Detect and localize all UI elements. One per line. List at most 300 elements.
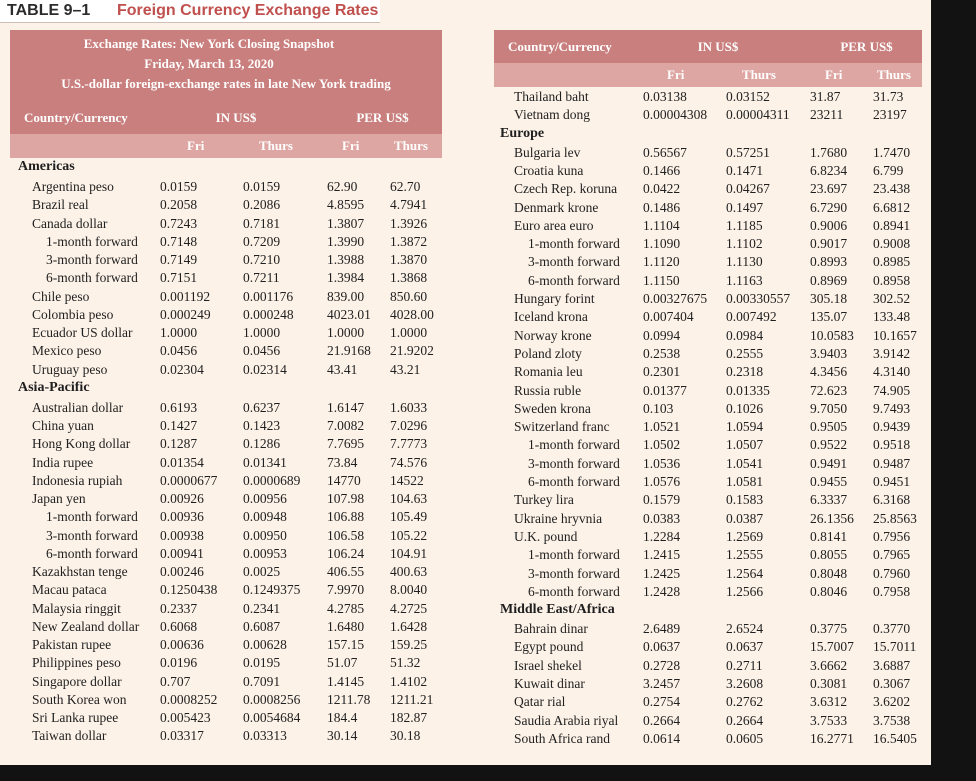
currency-name: 1-month forward bbox=[528, 547, 620, 563]
currency-name: Japan yen bbox=[32, 491, 86, 506]
per-us-fri-value: 1.3990 bbox=[327, 233, 365, 249]
currency-name: 1-month forward bbox=[528, 437, 620, 453]
in-us-thurs-value: 0.0637 bbox=[726, 639, 764, 655]
in-us-thurs-value: 1.1130 bbox=[726, 254, 763, 270]
currency-name: 1-month forward bbox=[46, 509, 138, 525]
per-us-fri-value: 7.9970 bbox=[327, 582, 365, 598]
in-us-thurs-value: 0.00950 bbox=[243, 527, 287, 543]
per-us-fri-value: 135.07 bbox=[810, 309, 848, 325]
currency-name: Macau pataca bbox=[32, 582, 107, 598]
in-us-thurs-value: 0.7209 bbox=[243, 233, 281, 249]
currency-name: U.K. pound bbox=[514, 528, 578, 544]
in-us-fri-value: 0.0196 bbox=[160, 655, 198, 671]
currency-name: 3-month forward bbox=[528, 455, 620, 471]
in-us-fri-value: 0.1250438 bbox=[160, 582, 218, 598]
per-us-thurs-value: 0.9518 bbox=[873, 437, 911, 453]
per-us-thurs-value: 6.6812 bbox=[873, 199, 911, 215]
per-us-thurs-value: 1.7470 bbox=[873, 144, 911, 160]
in-us-fri-value: 0.2664 bbox=[643, 712, 681, 728]
in-us-fri-value: 1.2425 bbox=[643, 565, 681, 581]
currency-name: Thailand baht bbox=[514, 89, 589, 104]
in-us-thurs-value: 0.57251 bbox=[726, 144, 770, 160]
left-header-row-2 bbox=[10, 134, 442, 158]
per-us-fri-value: 0.8141 bbox=[810, 528, 848, 544]
in-us-thurs-value: 0.0054684 bbox=[243, 710, 301, 725]
per-us-fri-value: 26.1356 bbox=[810, 510, 854, 526]
in-us-fri-value: 0.00941 bbox=[160, 545, 204, 561]
in-us-thurs-value: 0.00004311 bbox=[726, 107, 790, 123]
snapshot-line-1: Exchange Rates: New York Closing Snapshot bbox=[83, 36, 335, 51]
per-us-fri-value: 23.697 bbox=[810, 181, 848, 197]
per-us-thurs-value: 0.9439 bbox=[873, 419, 911, 435]
per-us-thurs-value: 51.32 bbox=[390, 655, 421, 671]
per-us-thurs-value: 74.905 bbox=[873, 382, 911, 398]
in-us-thurs-value: 0.2664 bbox=[726, 712, 764, 728]
per-us-fri-value: 9.7050 bbox=[810, 400, 848, 416]
currency-name: Singapore dollar bbox=[32, 673, 122, 689]
in-us-fri-value: 0.7148 bbox=[160, 233, 198, 249]
in-us-thurs-value: 0.007492 bbox=[726, 309, 777, 325]
per-us-fri-value: 3.6662 bbox=[810, 657, 848, 673]
in-us-fri-value: 0.1486 bbox=[643, 199, 681, 215]
in-us-thurs-value: 0.00956 bbox=[243, 491, 287, 506]
currency-name: Pakistan rupee bbox=[32, 637, 112, 652]
per-us-fri-value: 6.8234 bbox=[810, 162, 848, 178]
in-us-fri-value: 0.00926 bbox=[160, 491, 204, 506]
in-us-fri-value: 1.0502 bbox=[643, 437, 681, 453]
per-us-thurs-value: 0.7958 bbox=[873, 583, 911, 599]
left-header-row-1 bbox=[10, 101, 442, 134]
currency-name: Philippines peso bbox=[32, 655, 121, 671]
in-us-fri-value: 0.1287 bbox=[160, 436, 198, 452]
currency-name: Ecuador US dollar bbox=[32, 325, 133, 340]
per-us-fri-value: 0.8055 bbox=[810, 547, 848, 563]
in-us-fri-value: 0.00636 bbox=[160, 637, 204, 652]
per-us-thurs-value: 23197 bbox=[873, 107, 907, 123]
currency-name: 3-month forward bbox=[528, 254, 620, 270]
currency-name: 1-month forward bbox=[528, 236, 620, 252]
in-us-thurs-value: 0.1497 bbox=[726, 199, 764, 215]
in-us-fri-value: 0.0614 bbox=[643, 730, 681, 746]
per-us-thurs-value: 15.7011 bbox=[873, 639, 917, 655]
per-us-fri-value: 0.8993 bbox=[810, 254, 848, 270]
currency-name: Chile peso bbox=[32, 288, 90, 304]
per-us-thurs-value: 4.3140 bbox=[873, 364, 911, 380]
left-in-thurs-header: Thurs bbox=[259, 138, 293, 153]
per-us-thurs-value: 4.2725 bbox=[390, 600, 428, 616]
per-us-fri-value: 43.41 bbox=[327, 361, 358, 377]
currency-name: Taiwan dollar bbox=[32, 728, 107, 744]
currency-name: Czech Rep. koruna bbox=[514, 181, 618, 197]
left-per-fri-header: Fri bbox=[342, 138, 360, 153]
per-us-thurs-value: 0.8941 bbox=[873, 217, 911, 233]
in-us-fri-value: 0.03138 bbox=[643, 89, 687, 104]
per-us-thurs-value: 3.6887 bbox=[873, 657, 911, 673]
in-us-thurs-value: 0.1583 bbox=[726, 492, 764, 508]
per-us-thurs-value: 1.3926 bbox=[390, 215, 428, 231]
per-us-thurs-value: 3.6202 bbox=[873, 694, 911, 710]
in-us-fri-value: 0.103 bbox=[643, 400, 674, 416]
per-us-fri-value: 1211.78 bbox=[327, 691, 371, 707]
per-us-thurs-value: 0.9487 bbox=[873, 455, 911, 471]
in-us-thurs-value: 0.6237 bbox=[243, 399, 281, 415]
currency-name: Vietnam dong bbox=[514, 107, 591, 123]
per-us-thurs-value: 1.3872 bbox=[390, 233, 428, 249]
snapshot-banner bbox=[10, 30, 442, 101]
per-us-thurs-value: 0.7956 bbox=[873, 528, 911, 544]
per-us-fri-value: 23211 bbox=[810, 107, 844, 123]
currency-name: Sri Lanka rupee bbox=[32, 710, 119, 725]
section-heading: Europe bbox=[500, 125, 545, 141]
in-us-fri-value: 0.005423 bbox=[160, 710, 211, 725]
currency-name: Malaysia ringgit bbox=[32, 600, 121, 616]
per-us-thurs-value: 0.9008 bbox=[873, 236, 911, 252]
per-us-fri-value: 15.7007 bbox=[810, 639, 854, 655]
in-us-fri-value: 0.0000677 bbox=[160, 472, 218, 488]
in-us-thurs-value: 0.1026 bbox=[726, 400, 764, 416]
per-us-fri-value: 4.3456 bbox=[810, 364, 848, 380]
per-us-fri-value: 4.8595 bbox=[327, 197, 365, 213]
per-us-fri-value: 0.9017 bbox=[810, 236, 848, 252]
per-us-fri-value: 0.8048 bbox=[810, 565, 848, 581]
per-us-fri-value: 1.7680 bbox=[810, 144, 848, 160]
per-us-thurs-value: 6.799 bbox=[873, 162, 904, 178]
left-per-thurs-header: Thurs bbox=[394, 138, 428, 153]
per-us-fri-value: 1.4145 bbox=[327, 673, 365, 689]
in-us-thurs-value: 0.1471 bbox=[726, 162, 764, 178]
per-us-thurs-value: 105.49 bbox=[390, 509, 428, 525]
currency-name: Sweden krona bbox=[514, 400, 591, 416]
in-us-thurs-value: 0.03152 bbox=[726, 89, 770, 104]
in-us-thurs-value: 0.0605 bbox=[726, 730, 764, 746]
in-us-thurs-value: 0.7211 bbox=[243, 270, 280, 286]
per-us-thurs-value: 4028.00 bbox=[390, 306, 434, 322]
currency-name: India rupee bbox=[32, 454, 94, 470]
section-heading: Asia-Pacific bbox=[18, 379, 90, 395]
currency-name: Indonesia rupiah bbox=[32, 472, 123, 488]
in-us-thurs-value: 0.2762 bbox=[726, 694, 764, 710]
currency-name: South Korea won bbox=[32, 691, 127, 707]
per-us-fri-value: 1.6480 bbox=[327, 618, 365, 634]
per-us-thurs-value: 3.9142 bbox=[873, 345, 911, 361]
per-us-thurs-value: 0.7965 bbox=[873, 547, 911, 563]
per-us-fri-value: 0.8046 bbox=[810, 583, 848, 599]
in-us-thurs-value: 1.2555 bbox=[726, 547, 764, 563]
in-us-fri-value: 0.56567 bbox=[643, 144, 687, 160]
currency-name: 6-month forward bbox=[528, 272, 620, 288]
currency-name: Colombia peso bbox=[32, 306, 114, 322]
per-us-fri-value: 14770 bbox=[327, 472, 361, 488]
per-us-thurs-value: 105.22 bbox=[390, 527, 428, 543]
in-us-fri-value: 1.0521 bbox=[643, 419, 681, 435]
in-us-thurs-value: 0.00628 bbox=[243, 637, 287, 652]
per-us-fri-value: 1.3807 bbox=[327, 215, 365, 231]
currency-name: 3-month forward bbox=[46, 527, 138, 543]
in-us-fri-value: 0.001192 bbox=[160, 288, 211, 304]
right-per-us-header: PER US$ bbox=[840, 39, 893, 54]
currency-name: Bulgaria lev bbox=[514, 144, 581, 160]
currency-name: Iceland krona bbox=[514, 309, 588, 325]
per-us-thurs-value: 23.438 bbox=[873, 181, 911, 197]
in-us-thurs-value: 0.00953 bbox=[243, 545, 287, 561]
per-us-thurs-value: 104.63 bbox=[390, 491, 428, 506]
per-us-thurs-value: 0.3770 bbox=[873, 621, 911, 637]
in-us-thurs-value: 1.0507 bbox=[726, 437, 764, 453]
per-us-fri-value: 6.3337 bbox=[810, 492, 848, 508]
in-us-fri-value: 0.2754 bbox=[643, 694, 681, 710]
in-us-fri-value: 0.0008252 bbox=[160, 691, 218, 707]
currency-name: Croatia kuna bbox=[514, 162, 584, 178]
currency-name: China yuan bbox=[32, 418, 94, 433]
per-us-fri-value: 1.6147 bbox=[327, 399, 365, 415]
in-us-fri-value: 0.2301 bbox=[643, 364, 681, 380]
in-us-fri-value: 1.1090 bbox=[643, 236, 681, 252]
in-us-thurs-value: 0.1423 bbox=[243, 418, 281, 433]
per-us-thurs-value: 1.3870 bbox=[390, 252, 428, 267]
per-us-fri-value: 0.9006 bbox=[810, 217, 848, 233]
per-us-fri-value: 4.2785 bbox=[327, 600, 365, 616]
currency-name: Canada dollar bbox=[32, 215, 108, 231]
in-us-fri-value: 0.0422 bbox=[643, 181, 681, 197]
in-us-fri-value: 0.0456 bbox=[160, 343, 198, 359]
in-us-fri-value: 0.0383 bbox=[643, 510, 681, 526]
currency-name: Euro area euro bbox=[514, 217, 594, 233]
currency-name: Brazil real bbox=[32, 197, 89, 213]
per-us-thurs-value: 400.63 bbox=[390, 564, 428, 579]
in-us-thurs-value: 0.0456 bbox=[243, 343, 281, 359]
in-us-thurs-value: 0.000248 bbox=[243, 306, 294, 322]
in-us-fri-value: 1.0536 bbox=[643, 455, 681, 471]
per-us-fri-value: 839.00 bbox=[327, 288, 365, 304]
per-us-thurs-value: 6.3168 bbox=[873, 492, 911, 508]
per-us-thurs-value: 1.0000 bbox=[390, 325, 428, 340]
in-us-fri-value: 0.6193 bbox=[160, 399, 198, 415]
in-us-thurs-value: 0.001176 bbox=[243, 288, 294, 304]
in-us-fri-value: 0.00004308 bbox=[643, 107, 708, 123]
currency-name: Mexico peso bbox=[32, 343, 102, 359]
in-us-thurs-value: 0.0195 bbox=[243, 655, 281, 671]
in-us-fri-value: 1.2428 bbox=[643, 583, 681, 599]
per-us-thurs-value: 62.70 bbox=[390, 179, 421, 194]
per-us-fri-value: 0.9522 bbox=[810, 437, 848, 453]
per-us-fri-value: 62.90 bbox=[327, 179, 358, 194]
per-us-fri-value: 0.9455 bbox=[810, 474, 848, 489]
in-us-fri-value: 0.00246 bbox=[160, 564, 204, 579]
in-us-thurs-value: 1.0000 bbox=[243, 325, 281, 340]
left-in-us-header: IN US$ bbox=[215, 110, 257, 125]
currency-name: Hong Kong dollar bbox=[32, 436, 131, 452]
left-per-us-header: PER US$ bbox=[356, 110, 409, 125]
in-us-fri-value: 0.2728 bbox=[643, 657, 681, 673]
currency-name: Hungary forint bbox=[514, 291, 595, 306]
currency-name: 1-month forward bbox=[46, 233, 138, 249]
in-us-fri-value: 0.00327675 bbox=[643, 291, 708, 306]
in-us-fri-value: 0.01354 bbox=[160, 454, 204, 470]
per-us-thurs-value: 133.48 bbox=[873, 309, 911, 325]
currency-name: Saudia Arabia riyal bbox=[514, 712, 619, 728]
in-us-thurs-value: 1.0541 bbox=[726, 455, 764, 471]
in-us-thurs-value: 0.00948 bbox=[243, 509, 287, 525]
per-us-thurs-value: 74.576 bbox=[390, 454, 428, 470]
in-us-thurs-value: 0.7091 bbox=[243, 673, 281, 689]
per-us-thurs-value: 1.6033 bbox=[390, 399, 428, 415]
currency-name: Turkey lira bbox=[514, 492, 574, 508]
in-us-fri-value: 0.000249 bbox=[160, 306, 211, 322]
in-us-thurs-value: 2.6524 bbox=[726, 621, 764, 637]
in-us-thurs-value: 0.7210 bbox=[243, 252, 281, 267]
in-us-thurs-value: 0.2341 bbox=[243, 600, 281, 616]
per-us-thurs-value: 25.8563 bbox=[873, 510, 917, 526]
per-us-thurs-value: 21.9202 bbox=[390, 343, 434, 359]
per-us-thurs-value: 0.7960 bbox=[873, 565, 911, 581]
currency-name: New Zealand dollar bbox=[32, 618, 140, 634]
currency-name: Ukraine hryvnia bbox=[514, 510, 603, 526]
table-number: TABLE 9–1 bbox=[7, 2, 91, 19]
in-us-fri-value: 1.1120 bbox=[643, 254, 680, 270]
in-us-thurs-value: 0.0159 bbox=[243, 179, 281, 194]
currency-name: Israel shekel bbox=[514, 657, 582, 673]
per-us-fri-value: 157.15 bbox=[327, 637, 365, 652]
currency-name: 6-month forward bbox=[528, 583, 620, 599]
in-us-fri-value: 3.2457 bbox=[643, 676, 681, 691]
in-us-fri-value: 0.7151 bbox=[160, 270, 198, 286]
in-us-fri-value: 1.2284 bbox=[643, 528, 681, 544]
in-us-thurs-value: 0.0000689 bbox=[243, 472, 301, 488]
in-us-fri-value: 0.00938 bbox=[160, 527, 204, 543]
per-us-fri-value: 0.9491 bbox=[810, 455, 848, 471]
in-us-thurs-value: 1.2569 bbox=[726, 528, 764, 544]
per-us-thurs-value: 1.4102 bbox=[390, 673, 428, 689]
in-us-fri-value: 1.0576 bbox=[643, 474, 681, 489]
per-us-fri-value: 0.3081 bbox=[810, 676, 848, 691]
currency-name: Kazakhstan tenge bbox=[32, 564, 128, 579]
in-us-thurs-value: 0.2086 bbox=[243, 197, 281, 213]
per-us-thurs-value: 302.52 bbox=[873, 291, 911, 306]
in-us-fri-value: 0.1579 bbox=[643, 492, 681, 508]
in-us-fri-value: 0.007404 bbox=[643, 309, 694, 325]
currency-name: 3-month forward bbox=[528, 565, 620, 581]
left-in-fri-header: Fri bbox=[187, 138, 205, 153]
snapshot-line-2: Friday, March 13, 2020 bbox=[144, 56, 274, 71]
per-us-thurs-value: 0.8958 bbox=[873, 272, 911, 288]
per-us-thurs-value: 7.7773 bbox=[390, 436, 428, 452]
in-us-thurs-value: 0.0984 bbox=[726, 327, 764, 343]
in-us-thurs-value: 0.0008256 bbox=[243, 691, 301, 707]
in-us-fri-value: 0.00936 bbox=[160, 509, 204, 525]
per-us-thurs-value: 14522 bbox=[390, 472, 424, 488]
right-header-row-1 bbox=[494, 30, 922, 63]
table-title-bar bbox=[0, 0, 380, 23]
per-us-fri-value: 106.88 bbox=[327, 509, 365, 525]
per-us-thurs-value: 0.9451 bbox=[873, 474, 911, 489]
in-us-thurs-value: 0.2555 bbox=[726, 345, 764, 361]
per-us-fri-value: 184.4 bbox=[327, 710, 358, 725]
right-in-fri-header: Fri bbox=[667, 67, 685, 82]
in-us-fri-value: 0.03317 bbox=[160, 728, 204, 744]
per-us-fri-value: 31.87 bbox=[810, 89, 841, 104]
in-us-fri-value: 0.2058 bbox=[160, 197, 198, 213]
per-us-thurs-value: 9.7493 bbox=[873, 400, 911, 416]
in-us-fri-value: 0.7149 bbox=[160, 252, 198, 267]
in-us-thurs-value: 1.1185 bbox=[726, 217, 763, 233]
per-us-fri-value: 6.7290 bbox=[810, 199, 848, 215]
currency-name: 6-month forward bbox=[46, 270, 138, 286]
per-us-thurs-value: 182.87 bbox=[390, 710, 428, 725]
in-us-thurs-value: 0.04267 bbox=[726, 181, 770, 197]
in-us-fri-value: 1.0000 bbox=[160, 325, 198, 340]
per-us-fri-value: 10.0583 bbox=[810, 327, 854, 343]
in-us-thurs-value: 1.1163 bbox=[726, 272, 763, 288]
right-per-fri-header: Fri bbox=[825, 67, 843, 82]
in-us-fri-value: 0.0994 bbox=[643, 327, 681, 343]
in-us-thurs-value: 0.2318 bbox=[726, 364, 764, 380]
section-heading: Americas bbox=[18, 159, 75, 174]
per-us-thurs-value: 43.21 bbox=[390, 361, 421, 377]
per-us-fri-value: 1.3984 bbox=[327, 270, 365, 286]
currency-name: Egypt pound bbox=[514, 639, 584, 655]
snapshot-line-3: U.S.-dollar foreign-exchange rates in late New York trading bbox=[61, 76, 391, 91]
in-us-fri-value: 1.1150 bbox=[643, 272, 680, 288]
in-us-thurs-value: 0.1249375 bbox=[243, 582, 301, 598]
in-us-fri-value: 0.707 bbox=[160, 673, 191, 689]
currency-name: Kuwait dinar bbox=[514, 676, 585, 691]
in-us-thurs-value: 0.01341 bbox=[243, 454, 287, 470]
per-us-thurs-value: 850.60 bbox=[390, 288, 428, 304]
currency-name: Bahrain dinar bbox=[514, 621, 588, 637]
in-us-fri-value: 1.1104 bbox=[643, 217, 680, 233]
in-us-fri-value: 0.0159 bbox=[160, 179, 198, 194]
in-us-fri-value: 0.2337 bbox=[160, 600, 198, 616]
currency-name: Uruguay peso bbox=[32, 361, 108, 377]
in-us-thurs-value: 0.00330557 bbox=[726, 291, 791, 306]
per-us-thurs-value: 1211.21 bbox=[390, 691, 434, 707]
table-title: Foreign Currency Exchange Rates bbox=[117, 2, 379, 19]
right-in-us-header: IN US$ bbox=[697, 39, 739, 54]
in-us-thurs-value: 0.0025 bbox=[243, 564, 281, 579]
in-us-thurs-value: 0.1286 bbox=[243, 436, 281, 452]
in-us-thurs-value: 0.2711 bbox=[726, 657, 763, 673]
per-us-fri-value: 3.7533 bbox=[810, 712, 848, 728]
currency-name: Australian dollar bbox=[32, 399, 124, 415]
in-us-thurs-value: 3.2608 bbox=[726, 676, 764, 691]
per-us-fri-value: 51.07 bbox=[327, 655, 358, 671]
in-us-thurs-value: 0.6087 bbox=[243, 618, 281, 634]
in-us-thurs-value: 0.7181 bbox=[243, 215, 281, 231]
per-us-thurs-value: 1.3868 bbox=[390, 270, 428, 286]
currency-name: 6-month forward bbox=[46, 545, 138, 561]
per-us-thurs-value: 159.25 bbox=[390, 637, 428, 652]
per-us-thurs-value: 104.91 bbox=[390, 545, 428, 561]
per-us-thurs-value: 8.0040 bbox=[390, 582, 428, 598]
in-us-thurs-value: 1.1102 bbox=[726, 236, 763, 252]
per-us-fri-value: 4023.01 bbox=[327, 306, 371, 322]
in-us-thurs-value: 1.0581 bbox=[726, 474, 764, 489]
section-heading: Middle East/Africa bbox=[500, 602, 615, 618]
per-us-thurs-value: 10.1657 bbox=[873, 327, 917, 343]
right-header-row-2 bbox=[494, 63, 922, 87]
right-per-thurs-header: Thurs bbox=[877, 67, 911, 82]
per-us-fri-value: 106.24 bbox=[327, 545, 365, 561]
per-us-fri-value: 30.14 bbox=[327, 728, 358, 744]
per-us-fri-value: 21.9168 bbox=[327, 343, 371, 359]
currency-name: Denmark krone bbox=[514, 199, 599, 215]
in-us-fri-value: 0.7243 bbox=[160, 215, 198, 231]
currency-name: South Africa rand bbox=[514, 730, 610, 746]
currency-name: Qatar rial bbox=[514, 694, 566, 710]
currency-name: Poland zloty bbox=[514, 345, 582, 361]
in-us-fri-value: 2.6489 bbox=[643, 621, 681, 637]
currency-name: Switzerland franc bbox=[514, 419, 610, 435]
